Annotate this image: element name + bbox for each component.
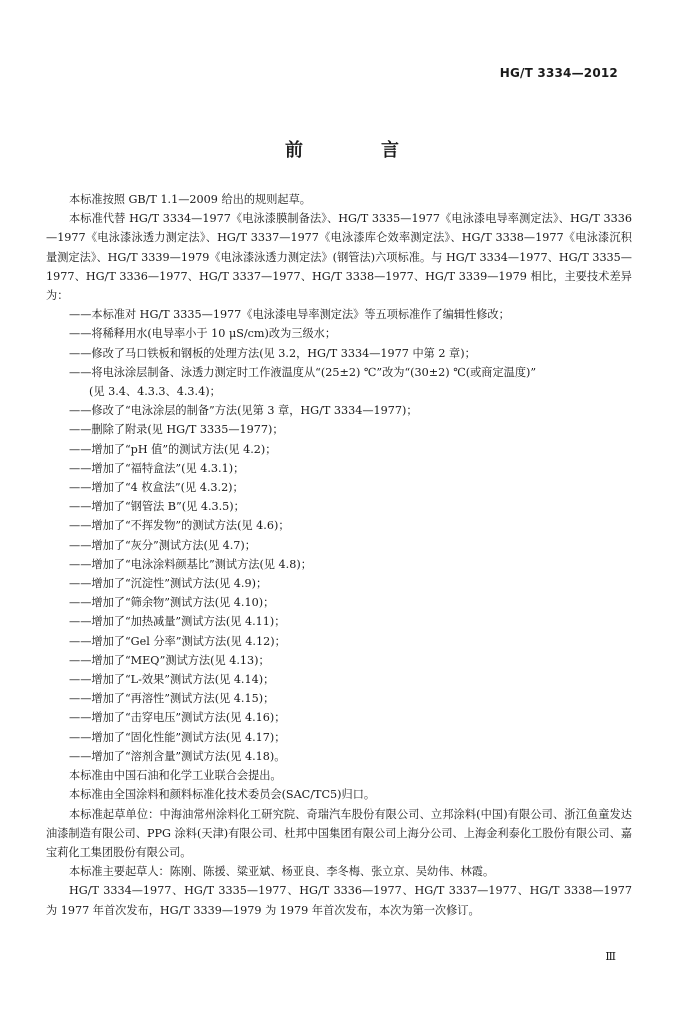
change-item: ——增加了“沉淀性”测试方法(见 4.9)； xyxy=(69,577,268,591)
change-item: ——删除了附录(见 HG/T 3335—1977)； xyxy=(69,423,284,437)
change-item: ——增加了“电泳涂料颜基比”测试方法(见 4.8)； xyxy=(69,557,312,571)
change-item: ——将稀释用水(电导率小于 10 μS/cm)改为三级水； xyxy=(69,327,337,341)
change-item: ——增加了“pH 值”的测试方法(见 4.2)； xyxy=(69,442,277,456)
change-item: ——本标准对 HG/T 3335—1977《电泳漆电导率测定法》等五项标准作了编辑性修改； xyxy=(69,308,510,322)
change-item: ——修改了“电泳涂层的制备”方法(见第 3 章，HG/T 3334—1977)； xyxy=(69,404,418,418)
change-item: ——增加了“灰分”测试方法(见 4.7)； xyxy=(69,538,256,552)
change-item-continuation: (见 3.4、4.3.3、4.3.4)； xyxy=(89,385,221,399)
paragraph-drafters: 本标准主要起草人：陈刚、陈援、粱亚斌、杨亚良、李冬梅、张立京、吴幼伟、林霞。 xyxy=(69,865,495,879)
paragraph-proposed-by: 本标准由中国石油和化学工业联合会提出。 xyxy=(69,769,282,783)
change-item: ——增加了“钢管法 B”(见 4.3.5)； xyxy=(69,500,245,514)
paragraph-drafting-rules: 本标准按照 GB/T 1.1—2009 给出的规则起草。 xyxy=(69,193,311,206)
document-body xyxy=(46,190,632,920)
change-item: ——增加了“Gel 分率”测试方法(见 4.12)； xyxy=(69,634,286,648)
paragraph-history: HG/T 3334—1977、HG/T 3335—1977、HG/T 3336—1977、HG/T 3337—1977、HG/T 3338—1977 为 1977 年首次发布，HG/T 3339—1979 为 1979 年首次发布，本次为第一次修订。 xyxy=(46,884,632,917)
paragraph-centralized-by: 本标准由全国涂料和颜料标准化技术委员会(SAC/TC5)归口。 xyxy=(69,788,376,802)
page-title: 前 言 xyxy=(285,140,429,161)
change-item: ——增加了“不挥发物”的测试方法(见 4.6)； xyxy=(69,519,290,533)
paragraph-drafting-units: 本标准起草单位：中海油常州涂料化工研究院、奇瑞汽车股份有限公司、立邦涂料(中国)有限公司、浙江鱼童发达油漆制造有限公司、PPG 涂料(天津)有限公司、杜邦中国集团有限公司上海分公司、上海金利泰化工股份有限公司、嘉宝莉化工集团股份有限公司。 xyxy=(46,807,632,859)
change-item: ——增加了“L-效果”测试方法(见 4.14)； xyxy=(69,673,275,687)
change-item: ——增加了“MEQ”测试方法(见 4.13)； xyxy=(69,653,270,667)
header-code: HG/T 3334—2012 xyxy=(499,66,618,80)
change-item: ——增加了“再溶性”测试方法(见 4.15)； xyxy=(69,692,275,706)
change-item: ——修改了马口铁板和钢板的处理方法(见 3.2，HG/T 3334—1977 中第 2 章)； xyxy=(69,346,476,360)
change-item: ——增加了“击穿电压”测试方法(见 4.16)； xyxy=(69,711,286,725)
change-item: ——增加了“溶剂含量”测试方法(见 4.18)。 xyxy=(69,749,286,763)
change-item: ——增加了“加热减量”测试方法(见 4.11)； xyxy=(69,615,286,629)
change-item: ——增加了“4 枚盒法”(见 4.3.2)； xyxy=(69,481,244,495)
change-item: ——增加了“福特盒法”(见 4.3.1)； xyxy=(69,461,245,475)
change-item: ——增加了“固化性能”测试方法(见 4.17)； xyxy=(69,730,286,744)
change-item: ——将电泳涂层制备、泳透力测定时工作液温度从“(25±2) ℃”改为“(30±2) ℃(或商定温度)” xyxy=(69,365,537,379)
paragraph-replaces: 本标准代替 HG/T 3334—1977《电泳漆膜制备法》、HG/T 3335—1977《电泳漆电导率测定法》、HG/T 3336—1977《电泳漆泳透力测定法》、HG/T 3337—1977《电泳漆库仑效率测定法》、HG/T 3338—1977《电泳漆沉积量测定法》、HG/T 3339—1979《电泳漆泳透力测定法》(钢管法)六项标准。与 HG/T 3334—1977、HG/T 3335—1977、HG/T 3336—1977、HG/T 3337—1977、HG/T 3338—1977、HG/T 3339—1979 相比，主要技术差异为： xyxy=(46,212,632,303)
change-item: ——增加了“筛余物”测试方法(见 4.10)； xyxy=(69,596,275,610)
page-number: Ⅲ xyxy=(605,950,616,963)
